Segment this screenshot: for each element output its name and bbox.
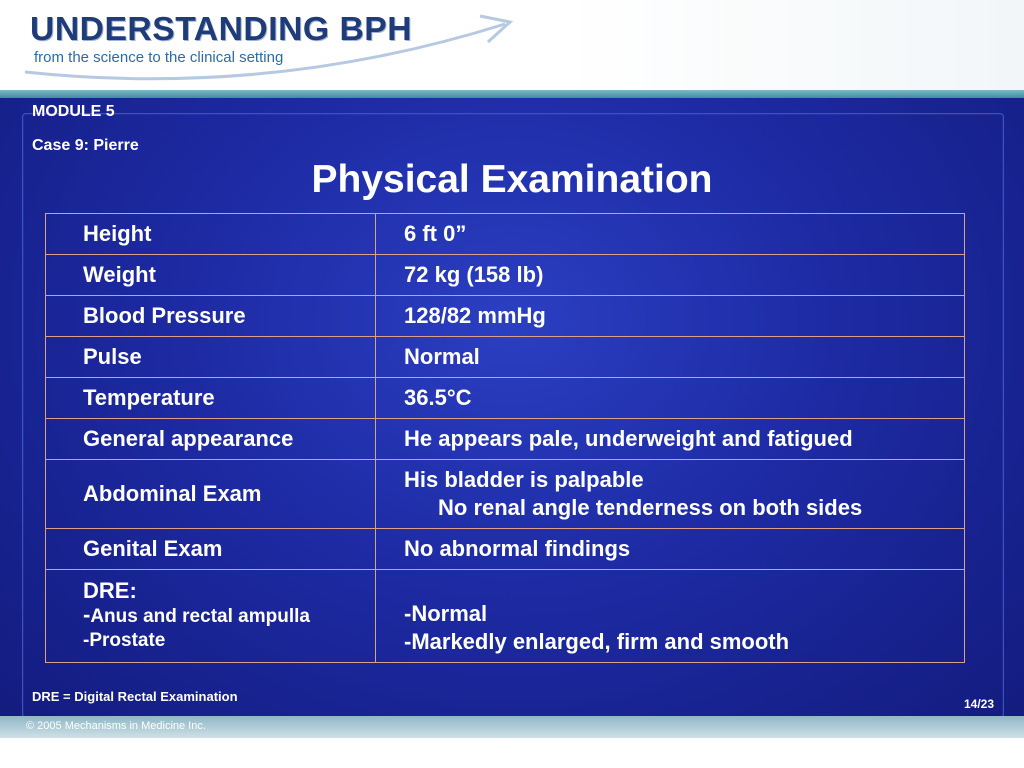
row-value: Normal (376, 337, 965, 378)
footnote: DRE = Digital Rectal Examination (32, 689, 238, 704)
row-label: Temperature (46, 378, 376, 419)
table-row (46, 460, 965, 529)
row-label-multiline (46, 570, 376, 663)
logo-subtitle: from the science to the clinical setting (34, 49, 284, 66)
logo-title: UNDERSTANDING BPH (30, 10, 413, 47)
row-value: 6 ft 0” (376, 214, 965, 255)
table-row (46, 378, 965, 419)
slide-title: Physical Examination (311, 158, 713, 201)
row-value: 72 kg (158 lb) (376, 255, 965, 296)
row-label: Blood Pressure (46, 296, 376, 337)
module-label: MODULE 5 (32, 103, 115, 120)
header-divider-band (0, 90, 1024, 98)
examination-table (45, 213, 965, 663)
row-label: Abdominal Exam (46, 460, 376, 529)
row-value: 36.5°C (376, 378, 965, 419)
table-row (46, 419, 965, 460)
label-line: DRE: (83, 578, 137, 603)
table-row (46, 570, 965, 663)
header-banner (0, 0, 1024, 92)
row-label: Weight (46, 255, 376, 296)
table-row (46, 296, 965, 337)
row-value: 128/82 mmHg (376, 296, 965, 337)
row-label: Height (46, 214, 376, 255)
value-line: -Markedly enlarged, firm and smooth (404, 629, 790, 654)
page-number: 14/23 (963, 697, 994, 711)
value-line: -Normal (404, 601, 488, 626)
table-row (46, 214, 965, 255)
label-line: -Prostate (83, 630, 166, 651)
label-dash: - (83, 602, 91, 627)
table-row (46, 337, 965, 378)
row-label: Pulse (46, 337, 376, 378)
row-value-multiline (376, 570, 965, 663)
value-line: No renal angle tenderness on both sides (438, 495, 863, 520)
value-line: His bladder is palpable (404, 467, 644, 492)
copyright-text: © 2005 Mechanisms in Medicine Inc. (26, 720, 206, 732)
table-row (46, 255, 965, 296)
row-value: He appears pale, underweight and fatigued (376, 419, 965, 460)
row-value-multiline (376, 460, 965, 529)
row-label: General appearance (46, 419, 376, 460)
table-row (46, 529, 965, 570)
row-value: No abnormal findings (376, 529, 965, 570)
case-label: Case 9: Pierre (32, 137, 139, 154)
label-line: Anus and rectal ampulla (90, 606, 310, 627)
row-label: Genital Exam (46, 529, 376, 570)
